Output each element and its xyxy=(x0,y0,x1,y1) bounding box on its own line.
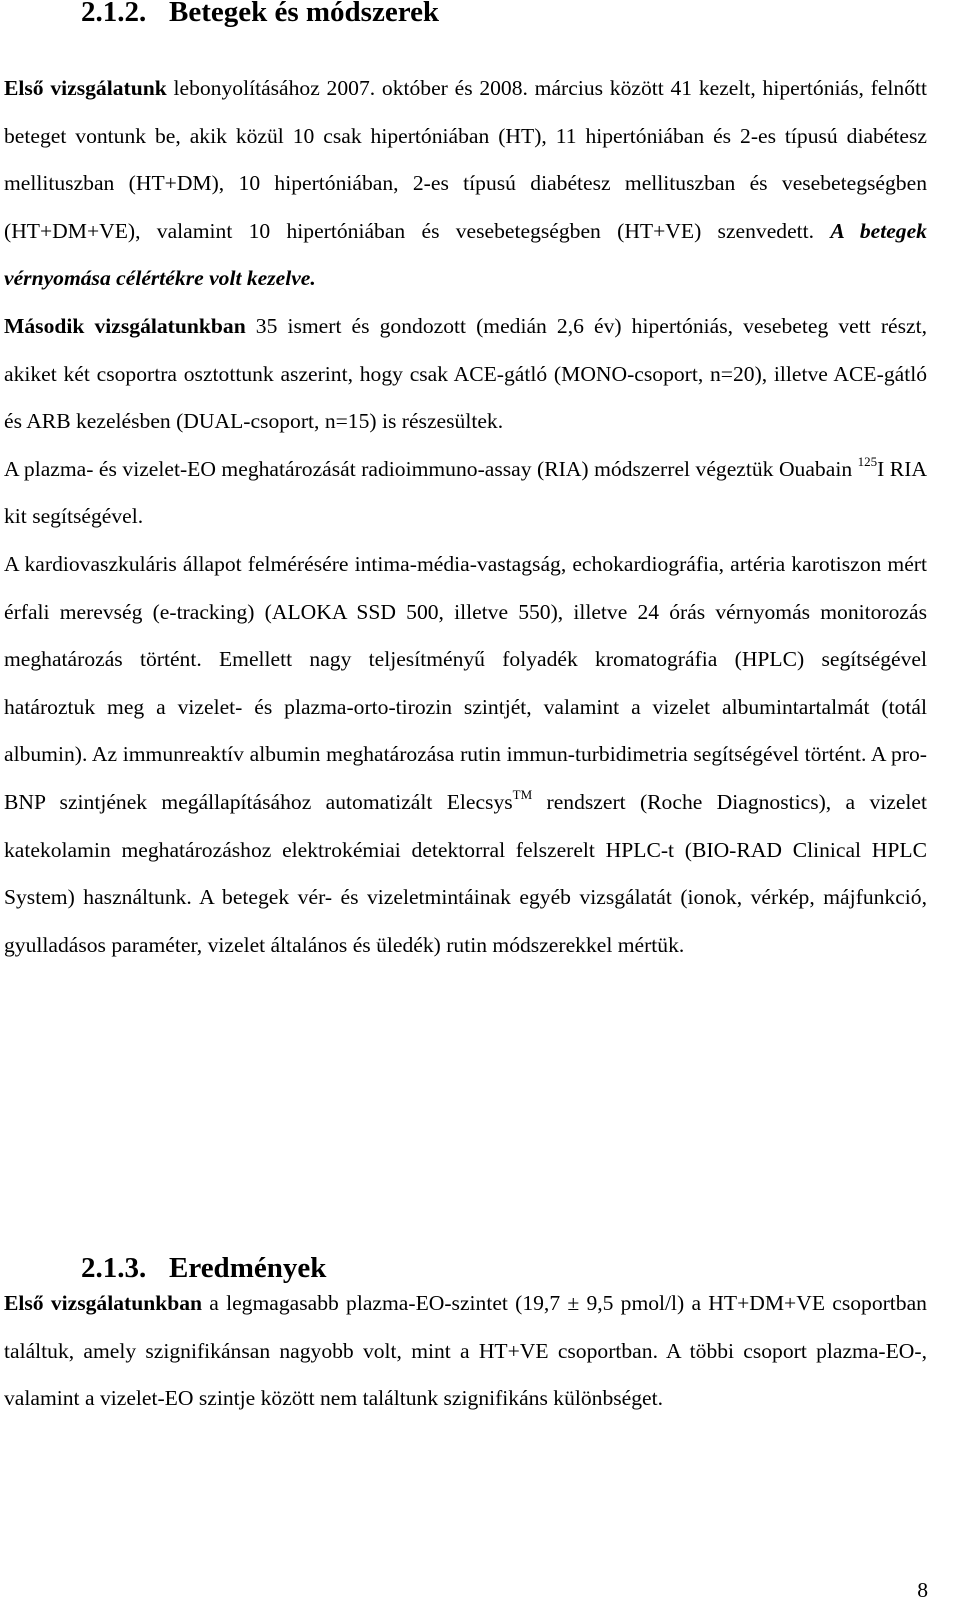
bold-lead: Második vizsgálatunkban xyxy=(4,313,246,338)
paragraph-text-cont: I RIA kit segítségével. xyxy=(4,456,927,529)
paragraph-ria-method xyxy=(4,446,927,541)
results-body xyxy=(4,1280,927,1423)
bold-lead: Első vizsgálatunk xyxy=(4,76,167,100)
bold-lead: Első vizsgálatunkban xyxy=(4,1291,203,1315)
section-title: Eredmények xyxy=(169,1252,327,1284)
paragraph-first-study xyxy=(4,65,927,303)
paragraph-second-study xyxy=(4,303,927,446)
section-title: Betegek és módszerek xyxy=(169,0,440,28)
paragraph-text: 35 ismert és gondozott (medián 2,6 év) hipertóniás, vesebeteg vett részt, akiket két csoportra osztottunk aszerint, hogy csak ACE-gátló (MONO-csoport, n=20), illetve ACE-gátló és ARB kezelésben (DUAL-csoport, n=15) is részesültek. xyxy=(4,313,927,434)
section-number: 2.1.2. xyxy=(81,0,147,28)
trademark-superscript: TM xyxy=(512,786,533,802)
methods-body xyxy=(4,65,927,969)
section-number: 2.1.3. xyxy=(81,1252,147,1284)
paragraph-text: a legmagasabb plazma-EO-szintet (19,7 ± 9,5 pmol/l) a HT+DM+VE csoportban találtuk, amely szignifikánsan nagyobb volt, mint a HT+VE csoportban. A többi csoport plazma-EO-, valamint a vizelet-EO szintje között nem találtunk szignifikáns különbséget. xyxy=(4,1291,927,1411)
superscript: 125 xyxy=(857,453,878,469)
paragraph-text-cont: rendszert (Roche Diagnostics), a vizelet katekolamin meghatározáshoz elektrokémiai detektorral felszerelt HPLC-t (BIO-RAD Clinical HPLC System) használtunk. A betegek vér- és vizeletmintáinak egyéb vizsgálatát (ionok, vérkép, májfunkció, gyulladásos paraméter, vizelet általános és üledék) rutin módszerekkel mértük. xyxy=(4,789,928,957)
section-heading-methods xyxy=(4,0,439,27)
bold-italic-text: A betegek vérnyomása célértékre volt kezelve. xyxy=(4,218,927,291)
paragraph-text: lebonyolításához 2007. október és 2008. március között 41 kezelt, hipertóniás, felnőtt beteget vontunk be, akik közül 10 csak hipertóniában (HT), 11 hipertóniában és 2-es típusú diabétesz mellituszban (HT+DM), 10 hipertóniában, 2-es típusú diabétesz mellituszban és vesebetegségben (HT+DM+VE), valamint 10 hipertóniában és vesebetegségben (HT+VE) szenvedett. xyxy=(4,76,927,243)
paragraph-text: A kardiovaszkuláris állapot felmérésére intima-média-vastagság, echokardiográfia, artéria karotiszon mért érfali merevség (e-tracking) (ALOKA SSD 500, illetve 550), illetve 24 órás vérnyomás monitorozás meghatározás történt. Emellett nagy teljesítményű folyadék kromatográfia (HPLC) segítségével határoztuk meg a vizelet- és plazma-orto-tirozin szintjét, valamint a vizelet albumintartalmát (totál albumin). Az immunreaktív albumin meghatározása rutin immun-turbidimetria segítségével történt. A pro-BNP szintjének megállapításához automatizált Elecsys xyxy=(4,551,927,814)
paragraph-cardiovascular xyxy=(4,541,927,969)
paragraph-results xyxy=(4,1280,927,1423)
paragraph-text: A plazma- és vizelet-EO meghatározását radioimmuno-assay (RIA) módszerrel végeztük Ouabain xyxy=(4,456,858,481)
section-heading-results xyxy=(4,1253,326,1283)
page-number: 8 xyxy=(917,1578,928,1602)
